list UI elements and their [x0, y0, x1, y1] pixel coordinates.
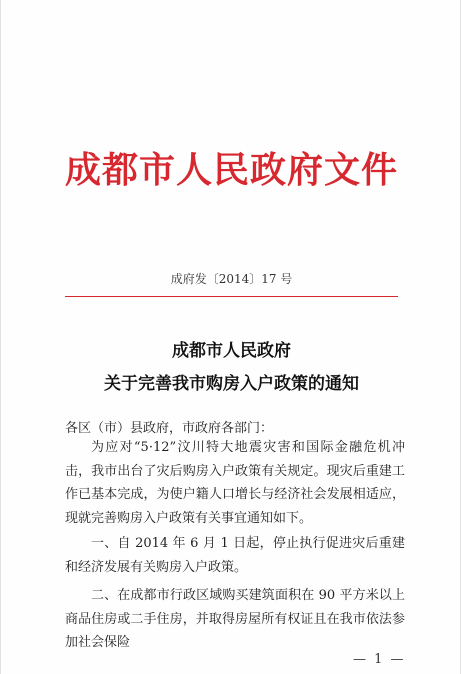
notice-title-subject: 关于完善我市购房入户政策的通知 — [104, 374, 359, 394]
notice-title-issuer: 成都市人民政府 — [172, 341, 291, 361]
document-masthead: 成都市人民政府文件 — [64, 149, 398, 191]
body-paragraph-item-1: 一、自 2014 年 6 月 1 日起，停止执行促进灾后重建和经济发展有关购房入户政策。 — [65, 536, 405, 575]
addressee-line: 各区（市）县政府，市政府各部门： — [65, 421, 274, 436]
body-paragraph-intro: 为应对“5·12”汶川特大地震灾害和国际金融危机冲击，我市出台了灾后购房入户政策有关规定。现灾后重建工作已基本完成，为使户籍人口增长与经济社会发展相适应，现就完善购房入户政策有关事宜通知如下。 — [65, 440, 405, 526]
body-paragraph-item-2: 二、在成都市行政区域购买建筑面积在 90 平方米以上商品住房或二手住房，并取得房屋所有权证且在我市依法参加社会保险 — [65, 588, 405, 650]
document-number: 成府发〔2014〕17 号 — [170, 272, 293, 286]
red-divider-line — [65, 296, 398, 297]
page-number: — 1 — — [353, 652, 406, 667]
